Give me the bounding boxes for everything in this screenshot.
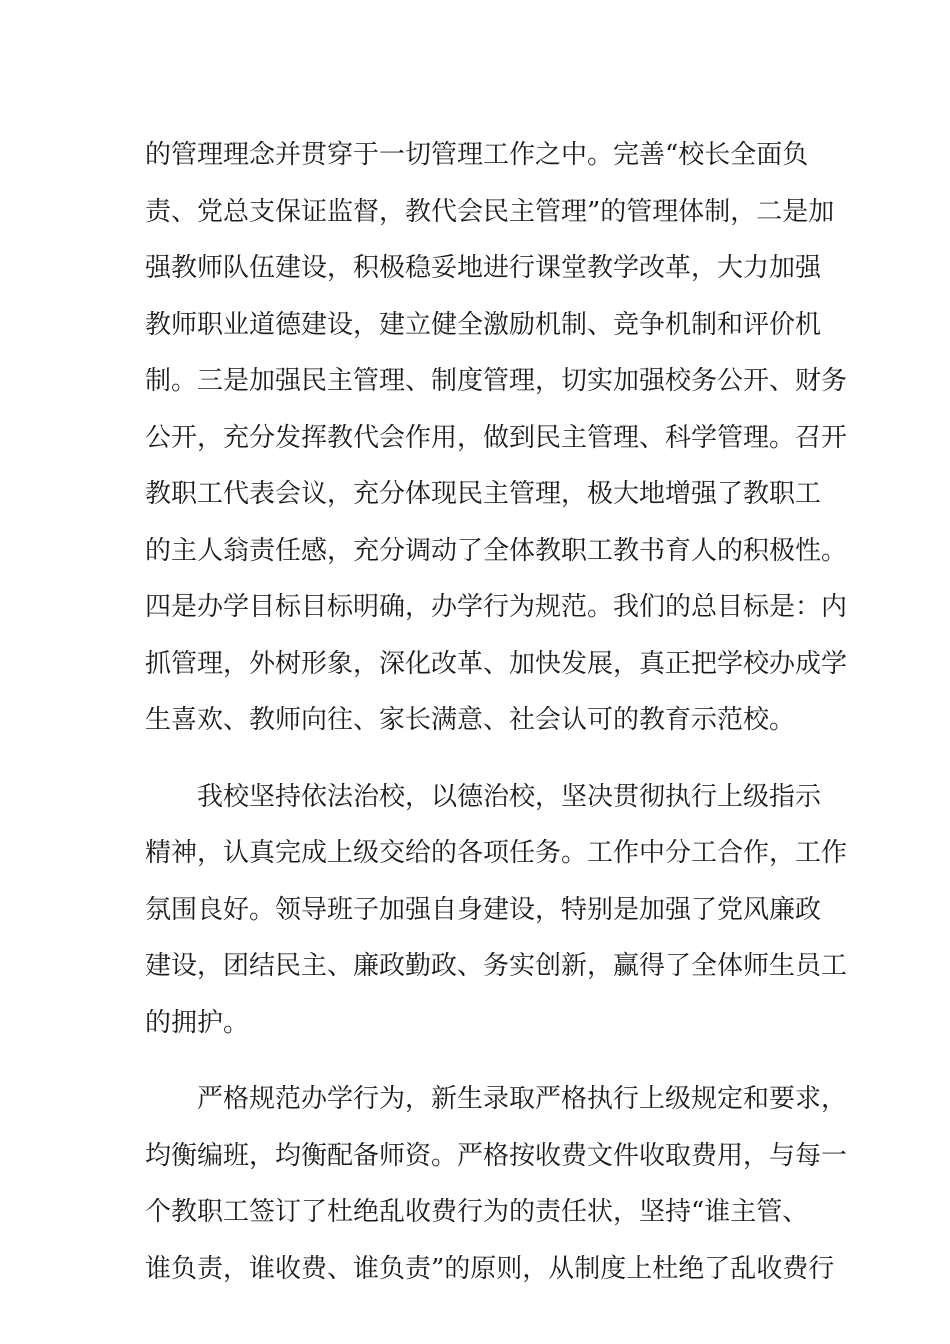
paragraph-line: 四是办学目标目标明确，办学行为规范。我们的总目标是：内: [145, 592, 848, 622]
paragraph-line: 教职工代表会议，充分体现民主管理，极大地增强了教职工: [145, 479, 822, 509]
paragraph-line: 个教职工签订了杜绝乱收费行为的责任状，坚持“谁主管、: [145, 1197, 809, 1227]
paragraph-line: 严格规范办学行为，新生录取严格执行上级规定和要求，: [197, 1084, 848, 1114]
paragraph-line: 的管理理念并贯穿于一切管理工作之中。完善“校长全面负: [145, 140, 809, 170]
paragraph-line: 制。三是加强民主管理、制度管理，切实加强校务公开、财务: [145, 366, 848, 396]
paragraph-spacer: [145, 749, 815, 769]
paragraph-line: 精神，认真完成上级交给的各项任务。工作中分工合作，工作: [145, 838, 848, 868]
paragraph-line: 强教师队伍建设，积极稳妥地进行课堂教学改革，大力加强: [145, 253, 822, 283]
paragraph-3: [145, 1071, 848, 1297]
paragraph-line: 生喜欢、教师向往、家长满意、社会认可的教育示范校。: [145, 705, 796, 735]
paragraph-line: 均衡编班，均衡配备师资。严格按收费文件收取费用，与每一: [145, 1140, 848, 1171]
paragraph-line: 氛围良好。领导班子加强自身建设，特别是加强了党风廉政: [145, 894, 822, 925]
paragraph-line: 的主人翁责任感，充分调动了全体教职工教书育人的积极性。: [145, 535, 848, 566]
paragraph-line: 教师职业道德建设，建立健全激励机制、竞争机制和评价机: [145, 309, 822, 340]
paragraph-line: 的拥护。: [145, 1007, 250, 1038]
paragraph-line: 谁负责，谁收费、谁负责”的原则，从制度上杜绝了乱收费行: [145, 1253, 835, 1284]
paragraph-line: 我校坚持依法治校，以德治校，坚决贯彻执行上级指示: [197, 781, 822, 812]
paragraph-spacer: [145, 1051, 815, 1071]
paragraph-1: [145, 127, 848, 749]
document-body: [145, 127, 848, 1297]
paragraph-2: [145, 769, 848, 1052]
paragraph-line: 责、党总支保证监督，教代会民主管理”的管理体制，二是加: [145, 196, 835, 227]
paragraph-line: 抓管理，外树形象，深化改革、加快发展，真正把学校办成学: [145, 648, 848, 679]
paragraph-line: 公开，充分发挥教代会作用，做到民主管理、科学管理。召开: [145, 422, 848, 453]
paragraph-line: 建设，团结民主、廉政勤政、务实创新，赢得了全体师生员工: [145, 951, 848, 981]
